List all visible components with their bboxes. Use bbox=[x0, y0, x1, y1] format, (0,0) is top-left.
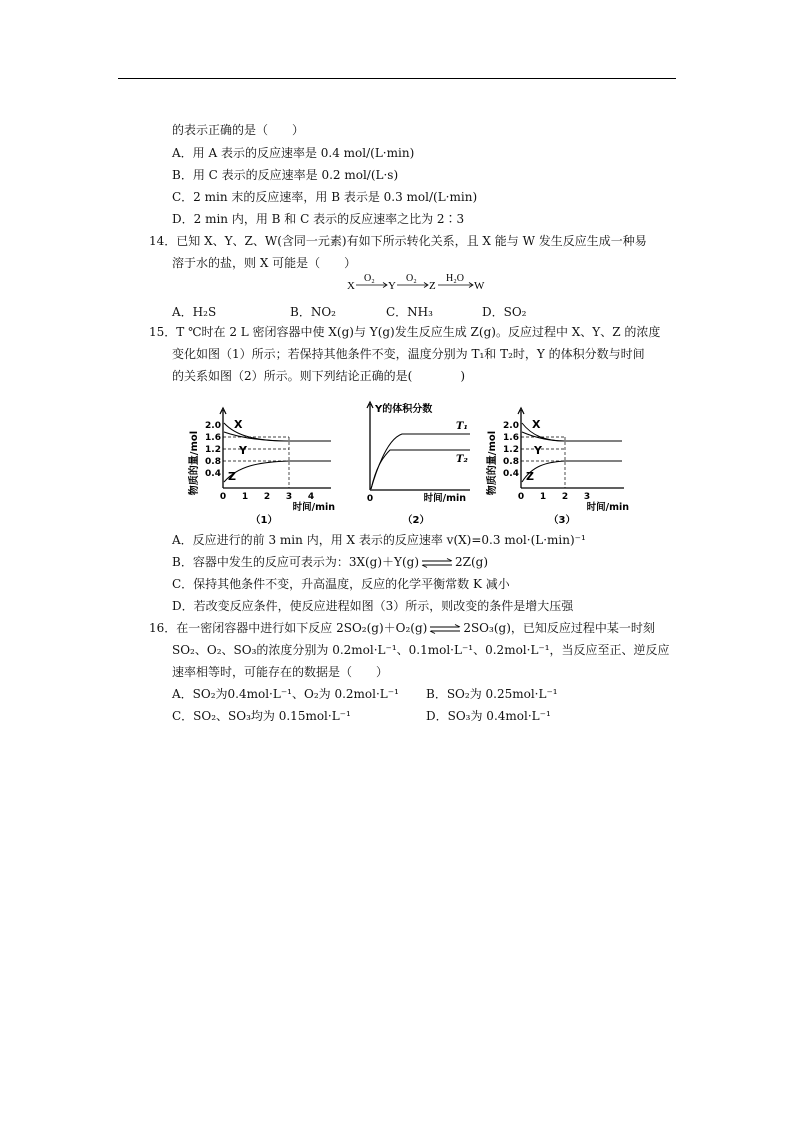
q16-stem-line1-left: 16．在一密闭容器中进行如下反应 2SO₂(g)＋O₂(g) bbox=[149, 621, 428, 635]
q13-option-d: D．2 min 内，用 B 和 C 表示的反应速率之比为 2∶3 bbox=[172, 212, 465, 226]
scheme-reagent-2: O₂ bbox=[406, 273, 417, 284]
scheme-w: W bbox=[474, 280, 485, 292]
scheme-z: Z bbox=[429, 280, 436, 292]
q15-option-c: C．保持其他条件不变，升高温度，反应的化学平衡常数 K 减小 bbox=[172, 577, 510, 591]
header-rule bbox=[118, 78, 676, 79]
fig2-label-t2: T₂ bbox=[456, 454, 468, 465]
conversion-scheme bbox=[344, 272, 494, 294]
q16-option-a: A．SO₂为0.4mol·L⁻¹、O₂为 0.2mol·L⁻¹ bbox=[172, 687, 399, 701]
fig3-label-x: X bbox=[532, 418, 541, 431]
q13-option-a: A．用 A 表示的反应速率是 0.4 mol/(L·min) bbox=[172, 146, 415, 160]
fig3-ytick-2-0: 2.0 bbox=[503, 421, 519, 431]
fig1-ytick-0-8: 0.8 bbox=[205, 457, 221, 467]
q15-stem-line2: 变化如图（1）所示；若保持其他条件不变，温度分别为 T₁和 T₂时，Y 的体积分数与时间 bbox=[172, 347, 645, 361]
q15-option-a: A．反应进行的前 3 min 内，用 X 表示的反应速率 v(X)=0.3 mol·(L·min)⁻¹ bbox=[172, 533, 586, 547]
q13-option-b: B．用 C 表示的反应速率是 0.2 mol/(L·s) bbox=[172, 168, 399, 182]
fig3-ytick-1-2: 1.2 bbox=[503, 445, 519, 455]
fig3-caption: （3） bbox=[548, 515, 576, 526]
fig1-xtick-1: 1 bbox=[241, 492, 249, 502]
q15-option-b bbox=[172, 554, 488, 570]
fig1-caption: （1） bbox=[250, 515, 278, 526]
q14-option-b: B．NO₂ bbox=[290, 305, 336, 319]
fig3-xtick-0: 0 bbox=[517, 492, 525, 502]
fig1-xtick-3: 3 bbox=[285, 492, 293, 502]
q14-option-d: D．SO₂ bbox=[482, 305, 527, 319]
fig1-xtick-2: 2 bbox=[263, 492, 271, 502]
fig1-xlabel: 时间/min bbox=[292, 502, 335, 513]
figure-1 bbox=[186, 398, 336, 526]
scheme-y: Y bbox=[388, 280, 396, 292]
fig1-label-x: X bbox=[234, 418, 243, 431]
q16-stem-line1-right: 2SO₃(g)，已知反应过程中某一时刻 bbox=[463, 621, 655, 635]
figure-3-graph bbox=[484, 398, 634, 526]
q14-stem-line1: 14．已知 X、Y、Z、W(含同一元素)有如下所示转化关系，且 X 能与 W 发生反应生成一种易 bbox=[149, 234, 647, 248]
fig1-ylabel: 物质的量/mol bbox=[189, 430, 200, 496]
fig1-label-z: Z bbox=[228, 470, 236, 483]
q15-option-b-left: B．容器中发生的反应可表示为：3X(g)＋Y(g) bbox=[172, 555, 420, 569]
fig3-label-z: Z bbox=[526, 470, 534, 483]
scheme-x: X bbox=[347, 280, 355, 292]
scheme-reagent-3: H₂O bbox=[446, 273, 464, 284]
fig2-caption: （2） bbox=[402, 515, 430, 526]
q15-stem-line3: 的关系如图（2）所示。则下列结论正确的是( ) bbox=[172, 369, 466, 383]
fig3-ytick-1-6: 1.6 bbox=[503, 433, 519, 443]
fig3-ytick-0-4: 0.4 bbox=[503, 469, 519, 479]
q16-stem-line2: SO₂、O₂、SO₃的浓度分别为 0.2mol·L⁻¹、0.1mol·L⁻¹、0.2mol·L⁻¹，当反应至正、逆反应 bbox=[172, 643, 670, 657]
q15-stem-line1: 15．T ℃时在 2 L 密闭容器中使 X(g)与 Y(g)发生反应生成 Z(g)。反应过程中 X、Y、Z 的浓度 bbox=[149, 325, 661, 339]
fig1-ytick-1-2: 1.2 bbox=[205, 445, 221, 455]
q14-stem-line2: 溶于水的盐，则 X 可能是（ ） bbox=[172, 256, 357, 270]
fig1-ytick-0-4: 0.4 bbox=[205, 469, 221, 479]
q15-option-b-right: 2Z(g) bbox=[455, 555, 489, 569]
q16-option-c: C．SO₂、SO₃均为 0.15mol·L⁻¹ bbox=[172, 709, 351, 723]
fig1-ytick-1-6: 1.6 bbox=[205, 433, 221, 443]
figure-3 bbox=[484, 398, 634, 526]
fig1-label-y: Y bbox=[239, 444, 247, 457]
equilibrium-arrow-icon bbox=[421, 557, 453, 569]
q14-option-c: C．NH₃ bbox=[386, 305, 433, 319]
fig3-xtick-2: 2 bbox=[561, 492, 569, 502]
equilibrium-arrow-icon bbox=[429, 623, 461, 635]
scheme-reagent-1: O₂ bbox=[364, 273, 375, 284]
fig1-ytick-2-0: 2.0 bbox=[205, 421, 221, 431]
fig3-xtick-1: 1 bbox=[539, 492, 547, 502]
fig1-xtick-4: 4 bbox=[307, 492, 315, 502]
fig3-xtick-3: 3 bbox=[583, 492, 591, 502]
q15-option-d: D．若改变反应条件，使反应进程如图（3）所示，则改变的条件是增大压强 bbox=[172, 599, 574, 613]
fig3-ytick-0-8: 0.8 bbox=[503, 457, 519, 467]
q14-option-a: A．H₂S bbox=[172, 305, 217, 319]
q16-option-d: D．SO₃为 0.4mol·L⁻¹ bbox=[426, 709, 551, 723]
q16-option-b: B．SO₂为 0.25mol·L⁻¹ bbox=[426, 687, 558, 701]
fig3-ylabel: 物质的量/mol bbox=[487, 430, 498, 496]
fig2-label-t1: T₁ bbox=[456, 421, 468, 432]
fig2-xlabel: 时间/min bbox=[423, 493, 466, 504]
figure-1-graph bbox=[186, 398, 336, 526]
q13-option-c: C．2 min 末的反应速率，用 B 表示是 0.3 mol/(L·min) bbox=[172, 190, 478, 204]
fig2-ylabel: Y的体积分数 bbox=[375, 404, 433, 415]
fig3-label-y: Y bbox=[534, 444, 542, 457]
fig1-xtick-0: 0 bbox=[219, 492, 227, 502]
q16-stem-line1 bbox=[149, 620, 655, 636]
q16-stem-line3: 速率相等时，可能存在的数据是（ ） bbox=[172, 665, 389, 679]
fig2-origin: 0 bbox=[366, 494, 374, 504]
fig3-xlabel: 时间/min bbox=[586, 502, 629, 513]
q13-stem-end: 的表示正确的是（ ） bbox=[172, 123, 305, 137]
